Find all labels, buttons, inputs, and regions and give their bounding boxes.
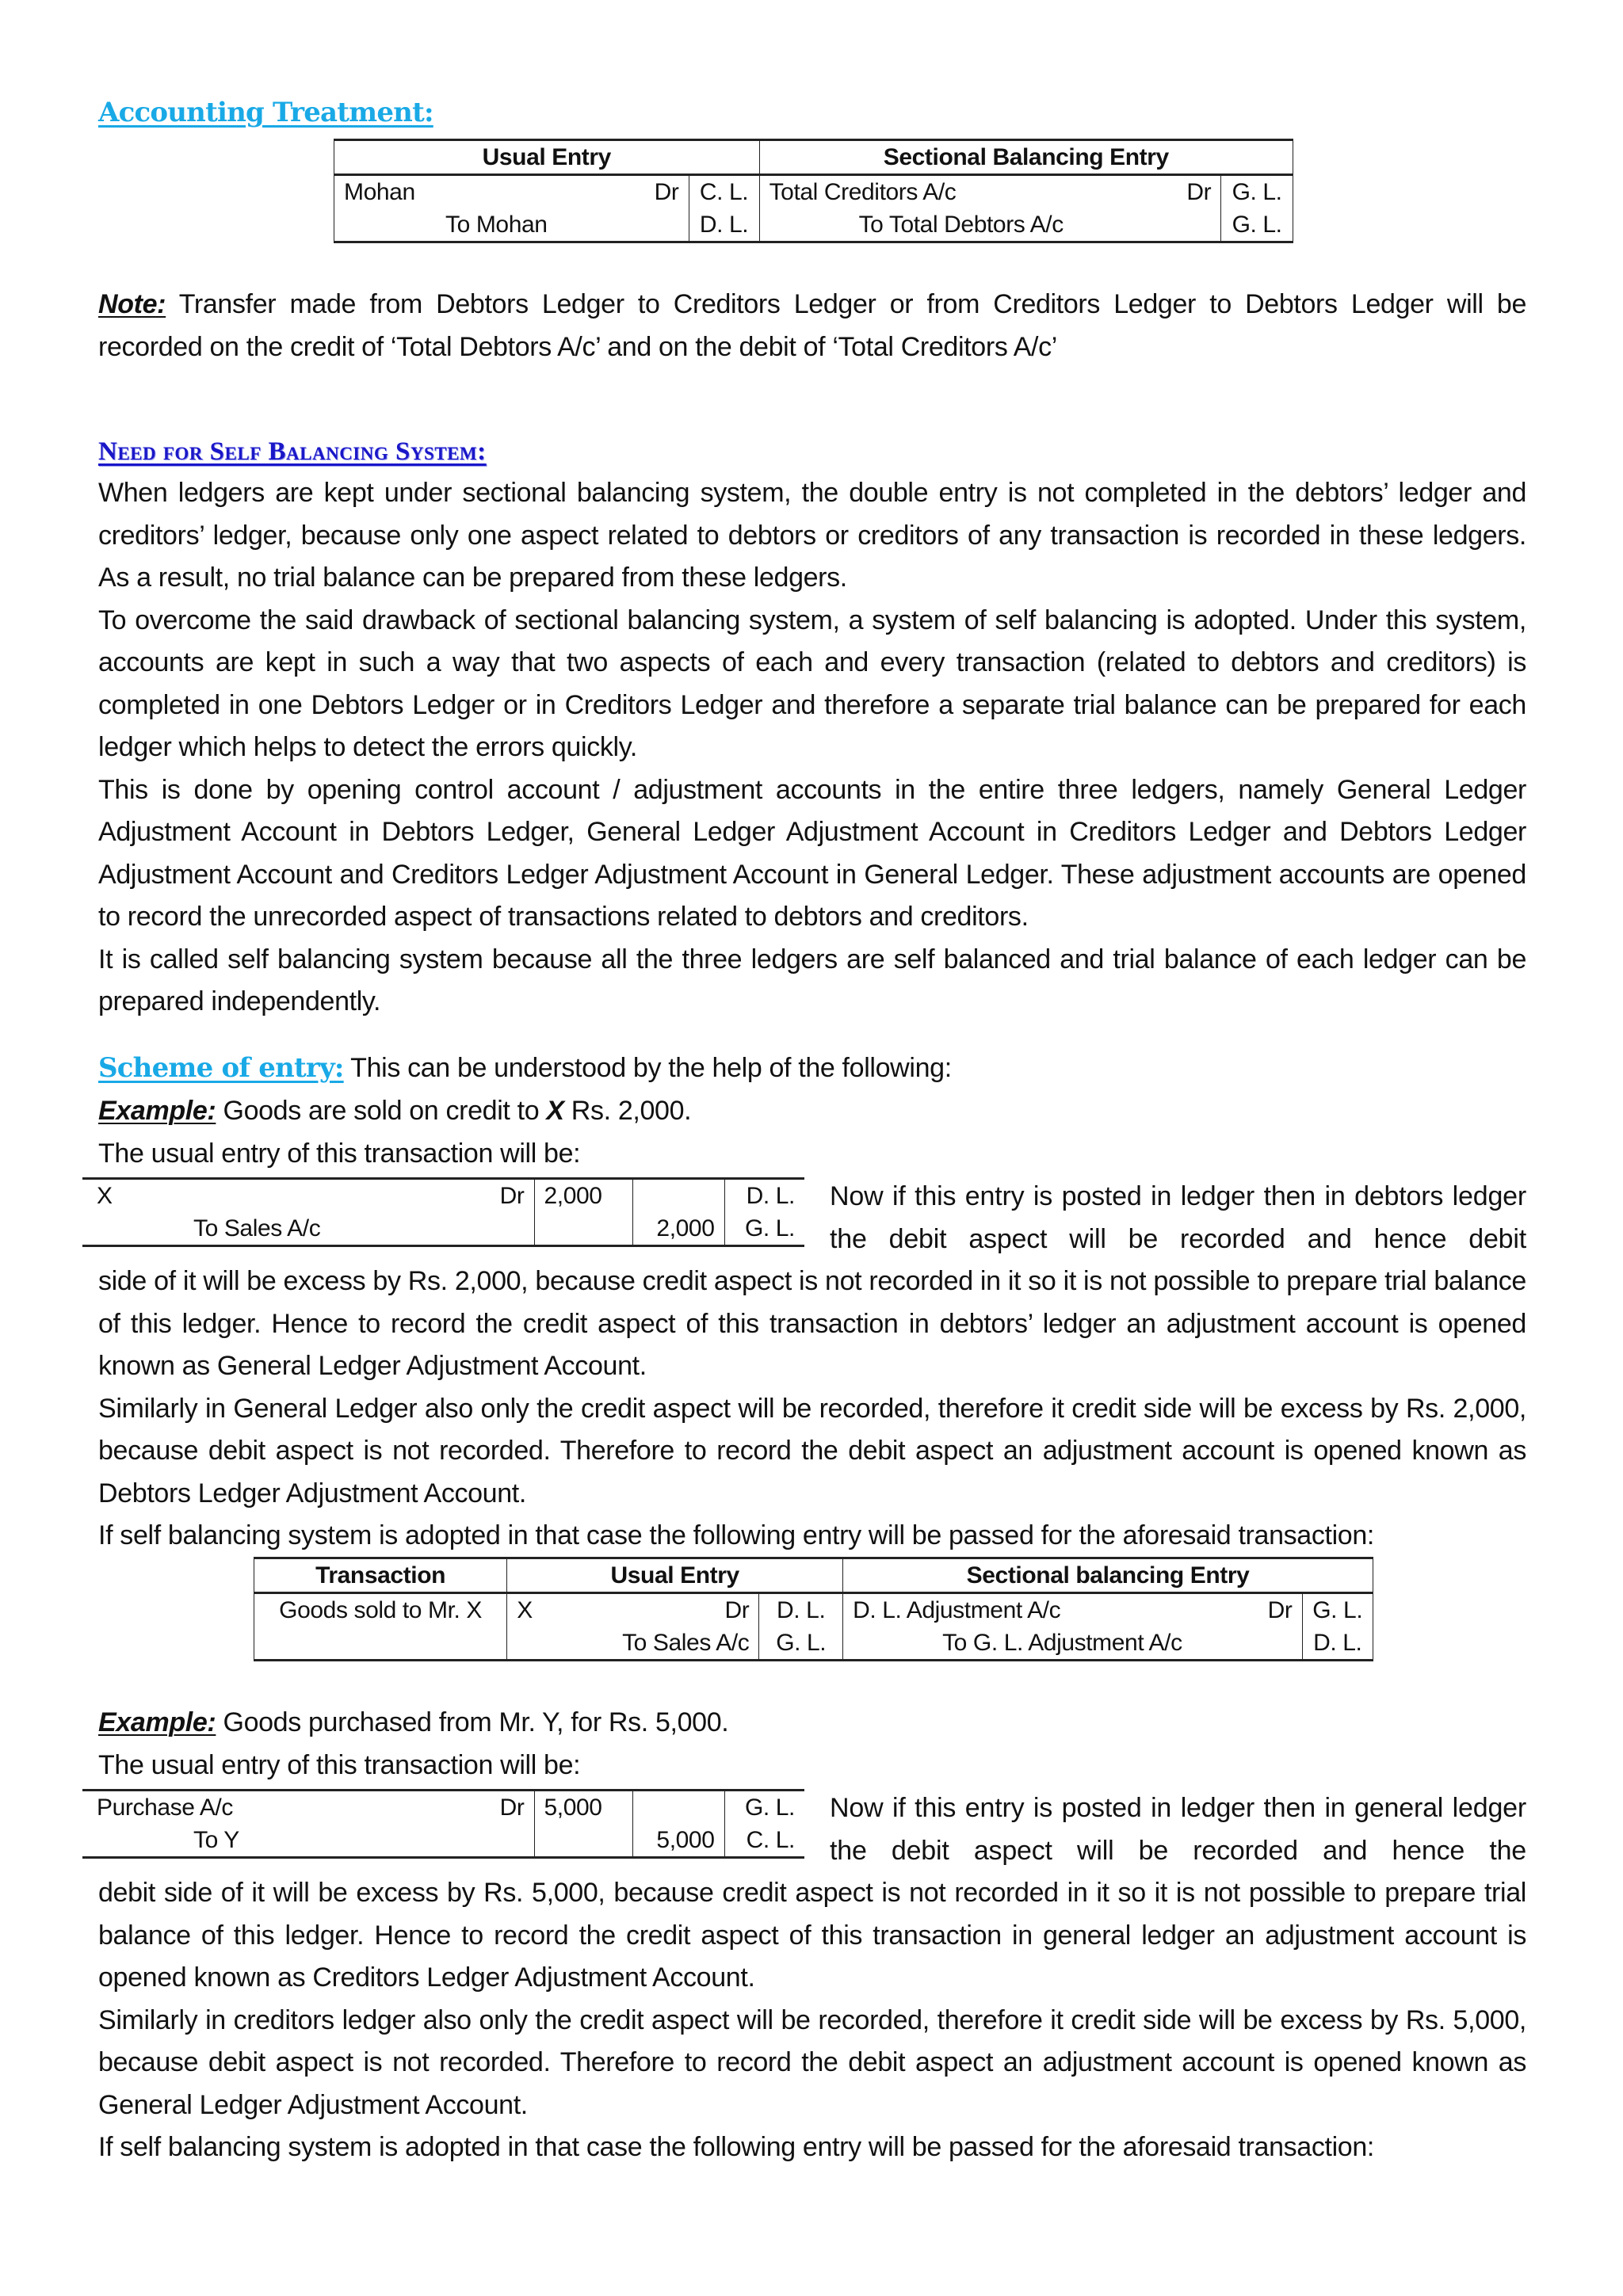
paragraph: If self balancing system is adopted in that case the following entry will be passed for the aforesaid transaction:: [98, 2132, 1375, 2162]
usual-ledger: D. L.: [759, 1593, 843, 1627]
table-row: [334, 175, 1293, 209]
usual-account: Mohan: [344, 179, 415, 205]
paragraph: It is called self balancing system because all the three ledgers are self balanced and trial balance of each ledger can be prepared independently.: [98, 944, 1526, 1016]
example1-line: [98, 1090, 691, 1133]
usual-account: To Mohan: [334, 208, 689, 242]
table-row: [82, 1824, 804, 1858]
journal-ledger: G. L.: [724, 1791, 804, 1825]
journal-ledger: D. L.: [724, 1179, 804, 1213]
table-row: [254, 1593, 1373, 1627]
usual-ledger: G. L.: [759, 1627, 843, 1661]
header-sectional-entry: Sectional balancing Entry: [843, 1558, 1373, 1593]
paragraph: debit side of it will be excess by Rs. 5,000, because credit aspect is not recorded in it so it is not possible to prepare trial balance of this ledger. Hence to record the credit aspect of this transaction in general ledger an adjustment account is opened known as Creditors Ledger Adjustment Account.: [98, 1878, 1526, 1993]
party-x: X: [546, 1096, 564, 1126]
example2-explanation: [98, 1872, 1526, 2169]
journal-table-sale: [82, 1177, 804, 1247]
table-row: [334, 208, 1293, 242]
journal-credit: 5,000: [632, 1824, 724, 1858]
journal-credit: [632, 1179, 724, 1213]
scheme-intro: This can be understood by the help of the following:: [343, 1053, 952, 1083]
usual-ledger: C. L.: [689, 175, 759, 209]
sectional-dr: Dr: [1186, 179, 1212, 205]
header-usual-entry: Usual Entry: [334, 140, 760, 175]
comparison-table: [254, 1557, 1373, 1661]
sectional-account: Total Creditors A/c: [769, 179, 957, 205]
paragraph: side of it will be excess by Rs. 2,000, because credit aspect is not recorded in it so it is not possible to prepare trial balance of this ledger. Hence to record the credit aspect of this transaction in debtors’ ledger an adjustment account is opened known as General Ledger Adjustment Account.: [98, 1266, 1526, 1381]
sectional-account: To Total Debtors A/c: [759, 208, 1221, 242]
journal-account: Purchase A/c: [97, 1794, 233, 1821]
table-row: [254, 1627, 1373, 1661]
header-usual-entry: Usual Entry: [507, 1558, 843, 1593]
usual-account: To Sales A/c: [507, 1627, 759, 1661]
example-text: Goods are sold on credit to: [216, 1096, 547, 1126]
usual-intro-2: The usual entry of this transaction will be:: [98, 1750, 581, 1780]
sectional-ledger: D. L.: [1302, 1627, 1373, 1661]
usual-dr: Dr: [724, 1597, 750, 1623]
header-sectional-entry: Sectional Balancing Entry: [759, 140, 1293, 175]
example-amount: Rs. 2,000.: [563, 1096, 692, 1126]
transaction-cell: Goods sold to Mr. X: [254, 1593, 507, 1627]
table-row: [82, 1179, 804, 1213]
sectional-dr: Dr: [1267, 1597, 1293, 1623]
example2-line: [98, 1702, 728, 1745]
journal-account: To Y: [82, 1824, 534, 1858]
sectional-ledger: G. L.: [1302, 1593, 1373, 1627]
journal-dr: Dr: [499, 1794, 525, 1821]
scheme-heading: Scheme of entry:: [98, 1052, 344, 1084]
example-label: Example:: [98, 1707, 216, 1737]
journal-ledger: C. L.: [724, 1824, 804, 1858]
example1-explanation: [98, 1261, 1526, 1558]
paragraph: Similarly in General Ledger also only the credit aspect will be recorded, therefore it credit side will be excess by Rs. 2,000, because debit aspect is not recorded. Therefore to record the debit aspect an adjustment account is opened known as Debtors Ledger Adjustment Account.: [98, 1393, 1526, 1508]
journal-credit: [632, 1791, 724, 1825]
journal-table-purchase: [82, 1789, 804, 1859]
example-text: Goods purchased from Mr. Y, for Rs. 5,000.: [216, 1707, 729, 1737]
journal-account: To Sales A/c: [82, 1212, 534, 1246]
usual-intro-1: The usual entry of this transaction will be:: [98, 1138, 581, 1169]
note-paragraph: [98, 284, 1526, 368]
note-text: Transfer made from Debtors Ledger to Creditors Ledger or from Creditors Ledger to Debtors Ledger will be recorded on the credit of ‘Total Debtors A/c’ and on the debit of ‘Total Creditors A/c’: [98, 289, 1526, 362]
need-heading: Need for Self Balancing System:: [98, 437, 487, 466]
accounting-treatment-heading: Accounting Treatment:: [98, 97, 433, 128]
journal-debit: [534, 1824, 632, 1858]
note-label: Note:: [98, 289, 166, 319]
usual-ledger: D. L.: [689, 208, 759, 242]
sectional-ledger: G. L.: [1221, 175, 1293, 209]
journal-credit: 2,000: [632, 1212, 724, 1246]
table-row: [82, 1212, 804, 1246]
journal-dr: Dr: [499, 1183, 525, 1209]
journal-account: X: [97, 1183, 113, 1209]
accounting-treatment-table: [334, 139, 1293, 243]
sectional-account: To G. L. Adjustment A/c: [843, 1627, 1302, 1661]
sectional-account: D. L. Adjustment A/c: [853, 1597, 1061, 1623]
journal-debit: [534, 1212, 632, 1246]
scheme-line: [98, 1047, 952, 1090]
paragraph: Similarly in creditors ledger also only the credit aspect will be recorded, therefore it credit side will be excess by Rs. 5,000, because debit aspect is not recorded. Therefore to record the debit aspect an adjustment account is opened known as General Ledger Adjustment Account.: [98, 2004, 1526, 2120]
side-text-1: Now if this entry is posted in ledger then in debtors ledger the debit aspect will be recorded and hence debit: [830, 1181, 1526, 1254]
sectional-ledger: G. L.: [1221, 208, 1293, 242]
side-text-2: Now if this entry is posted in ledger then in general ledger the debit aspect will be recorded and hence the: [830, 1793, 1526, 1866]
transaction-cell: [254, 1627, 507, 1661]
paragraph: To overcome the said drawback of sectional balancing system, a system of self balancing is adopted. Under this system, accounts are kept in such a way that two aspects of each and every transaction (related to debtors and creditors) is completed in one Debtors Ledger or in Creditors Ledger and therefore a separate trial balance can be prepared for each ledger which helps to detect the errors quickly.: [98, 605, 1526, 762]
usual-account: X: [517, 1597, 533, 1623]
paragraph: This is done by opening control account / adjustment accounts in the entire three ledgers, namely General Ledger Adjustment Account in Debtors Ledger, General Ledger Adjustment Account in Creditors Ledger and Debtors Ledger Adjustment Account and Creditors Ledger Adjustment Account in General Ledger. These adjustment accounts are opened to record the unrecorded aspect of transactions related to debtors and creditors.: [98, 774, 1526, 932]
table-row: [82, 1791, 804, 1825]
journal-debit: 2,000: [534, 1179, 632, 1213]
need-paragraphs: [98, 472, 1526, 1024]
paragraph: When ledgers are kept under sectional balancing system, the double entry is not completed in the debtors’ ledger and creditors’ ledger, because only one aspect related to debtors or creditors of any transaction is recorded in these ledgers. As a result, no trial balance can be prepared from these ledgers.: [98, 478, 1526, 593]
paragraph: If self balancing system is adopted in that case the following entry will be passed for the aforesaid transaction:: [98, 1520, 1375, 1550]
usual-dr: Dr: [654, 179, 679, 205]
journal-debit: 5,000: [534, 1791, 632, 1825]
header-transaction: Transaction: [254, 1558, 507, 1593]
example-label: Example:: [98, 1096, 216, 1126]
journal-ledger: G. L.: [724, 1212, 804, 1246]
